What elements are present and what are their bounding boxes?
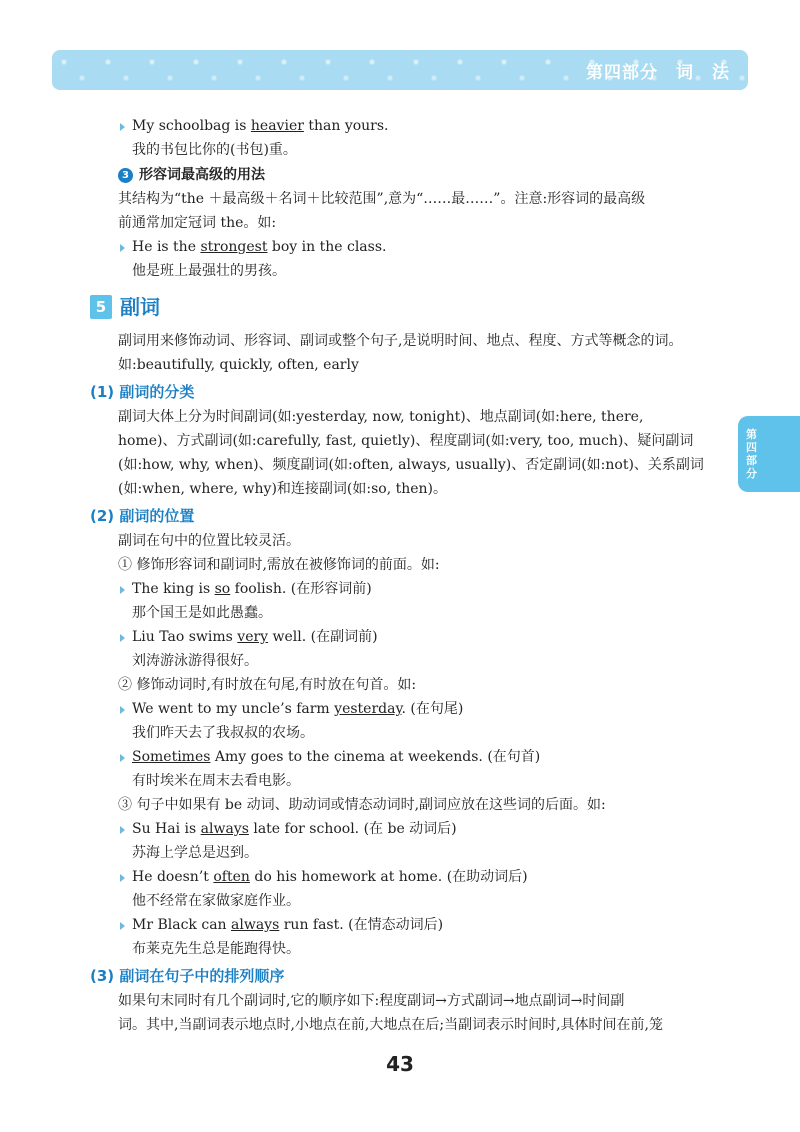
side-tab-label: 第四部分 [746,428,757,480]
section-heading [90,293,718,321]
example-sentence: The king is so foolish. (在形容词前) [118,577,718,601]
example-sentence: My schoolbag is heavier than yours. [118,114,718,138]
example-translation: 布莱克先生总是能跑得快。 [132,941,300,957]
example-translation: 刘涛游泳游得很好。 [132,653,258,669]
section-title: 副词 [120,295,160,319]
rule-line: ③ 句子中如果有 be 动词、助动词或情态动词时,副词应放在这些词的后面。如: [118,797,606,813]
example-sentence: Mr Black can always run fast. (在情态动词后) [118,913,718,937]
example-sentence: He doesn’t often do his homework at home. (在助动词后) [118,865,718,889]
rule-line: ② 修饰动词时,有时放在句尾,有时放在句首。如: [118,677,417,693]
example-translation: 有时埃米在周末去看电影。 [132,773,300,789]
paragraph-line: 前通常加定冠词 the。如: [118,215,277,231]
example-translation: 苏海上学总是迟到。 [132,845,258,861]
example-sentence: Liu Tao swims very well. (在副词前) [118,625,718,649]
rule-line: ① 修饰形容词和副词时,需放在被修饰词的前面。如: [118,557,440,573]
number-badge-icon: 3 [118,168,133,183]
example-translation: 他不经常在家做家庭作业。 [132,893,300,909]
paragraph-line: 如果句末同时有几个副词时,它的顺序如下:程度副词→方式副词→地点副词→时间副 [118,993,625,1009]
side-tab [738,416,800,492]
underlined-word: yesterday [334,701,402,717]
paragraph-line: 副词用来修饰动词、形容词、副词或整个句子,是说明时间、地点、程度、方式等概念的词。 [118,333,683,349]
underlined-word: heavier [250,118,304,134]
subheading: (3) 副词在句子中的排列顺序 [90,967,285,985]
example-sentence: He is the strongest boy in the class. [118,235,718,259]
example-sentence: We went to my uncle’s farm yesterday. (在句尾) [118,697,718,721]
underlined-word: often [213,869,250,885]
subheading: (2) 副词的位置 [90,507,195,525]
paragraph-line: 词。其中,当副词表示地点时,小地点在前,大地点在后;当副词表示时间时,具体时间在前,笼 [118,1017,663,1033]
example-translation: 那个国王是如此愚蠢。 [132,605,272,621]
paragraph-line: (如:when, where, why)和连接副词(如:so, then)。 [118,481,448,497]
underlined-word: very [237,629,269,645]
example-translation: 我的书包比你的(书包)重。 [132,142,297,158]
underlined-word: always [200,821,249,837]
underlined-word: so [214,581,231,597]
example-sentence: Su Hai is always late for school. (在 be 动词后) [118,817,718,841]
header-title: 第四部分 词 法 [586,63,730,83]
paragraph-line: (如:how, why, when)、频度副词(如:often, always, usually)、否定副词(如:not)、关系副词 [118,457,704,473]
page-header-banner [52,50,748,90]
page-content [90,114,718,1037]
underlined-word: strongest [200,239,268,255]
paragraph-line: home)、方式副词(如:carefully, fast, quietly)、程度副词(如:very, too, much)、疑问副词 [118,433,694,449]
example-translation: 他是班上最强壮的男孩。 [132,263,286,279]
paragraph-line: 如:beautifully, quickly, often, early [118,357,359,373]
underlined-word: always [231,917,280,933]
underlined-word: Sometimes [132,749,211,765]
subheading: (1) 副词的分类 [90,383,195,401]
paragraph-line: 副词大体上分为时间副词(如:yesterday, now, tonight)、地点副词(如:here, there, [118,409,644,425]
subsection-title: 3 形容词最高级的用法 [118,163,718,187]
paragraph-line: 副词在句中的位置比较灵活。 [118,533,300,549]
paragraph-line: 其结构为“the ＋最高级＋名词＋比较范围”,意为“……最……”。注意:形容词的最高级 [118,191,646,207]
section-number: 5 [90,295,112,319]
example-translation: 我们昨天去了我叔叔的农场。 [132,725,314,741]
example-sentence: Sometimes Amy goes to the cinema at weekends. (在句首) [118,745,718,769]
page-number: 43 [386,1052,414,1076]
